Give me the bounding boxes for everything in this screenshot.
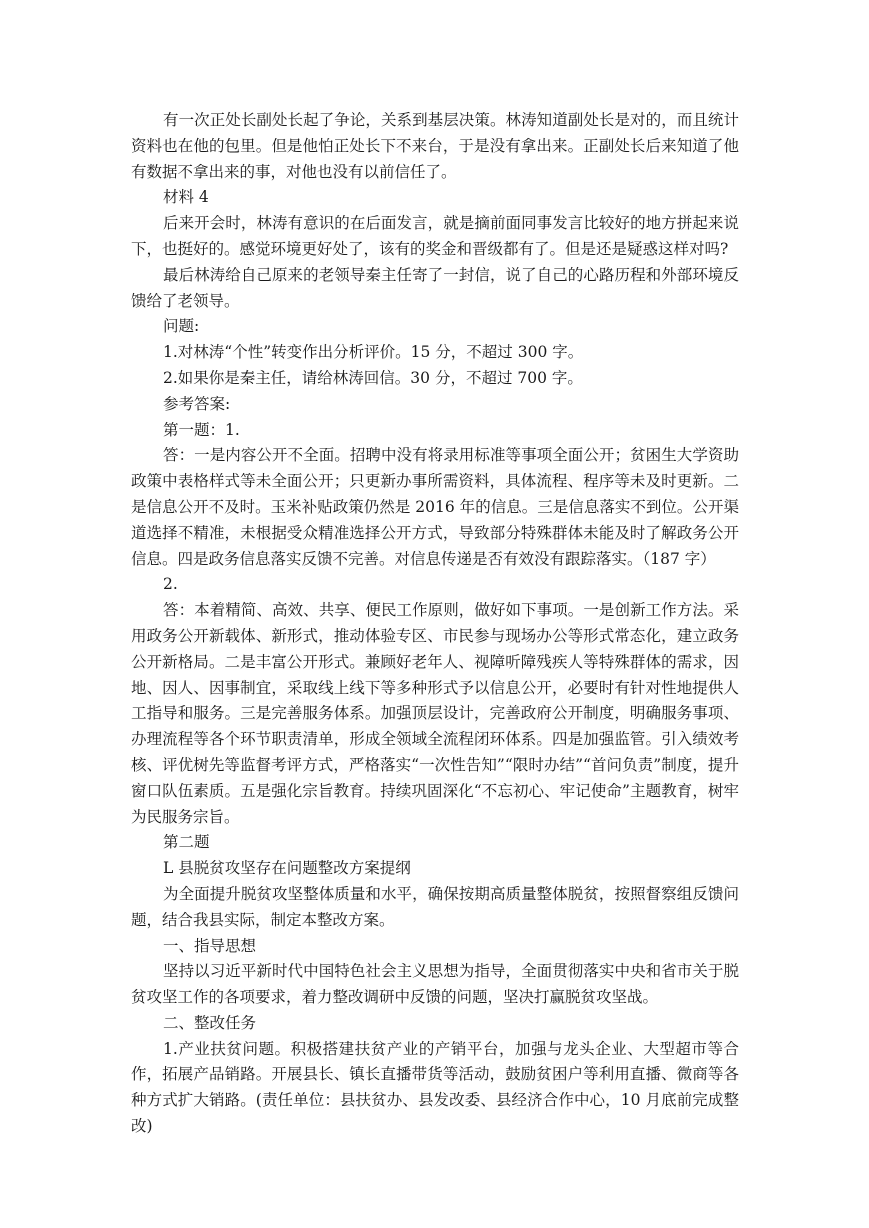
section-heading: 第二题 <box>163 833 210 852</box>
answer-paragraph: 答：一是内容公开不全面。招聘中没有将录用标准等事项全面公开；贫困生大学资助政策中表格样式等未全面公开；只更新办事所需资料，具体流程、程序等未及时更新。二是信息公开不及时。玉米补贴政策仍然是 2016 年的信息。三是信息落实不到位。公开渠道选择不精准，未根据受众精准选择公开方式，导致部分特殊群体未能及时了解政务公开信息。四是政务信息落实反馈不完善。对信息传递是否有效没有跟踪落实。（187 字） <box>131 446 739 568</box>
plan-title: L 县脱贫攻坚存在问题整改方案提纲 <box>163 859 411 878</box>
answer-label: 第一题：1. <box>163 420 240 439</box>
section-heading: 二、整改任务 <box>163 1013 257 1032</box>
paragraph: 为全面提升脱贫攻坚整体质量和水平，确保按期高质量整体脱贫，按照督察组反馈问题，结合我县实际，制定本整改方案。 <box>131 884 739 929</box>
answer-label: 2. <box>163 575 178 594</box>
material-heading: 材料 4 <box>163 188 209 207</box>
document-body <box>131 108 739 1140</box>
paragraph: 有一次正处长副处长起了争论，关系到基层决策。林涛知道副处长是对的，而且统计资料也在他的包里。但是他怕正处长下不来台，于是没有拿出来。正副处长后来知道了他有数据不拿出来的事，对他也没有以前信任了。 <box>131 111 739 181</box>
section-heading: 一、指导思想 <box>163 936 257 955</box>
paragraph: 1.产业扶贫问题。积极搭建扶贫产业的产销平台，加强与龙头企业、大型超市等合作，拓展产品销路。开展县长、镇长直播带货等活动，鼓励贫困户等利用直播、微商等各种方式扩大销路。(责任单位：县扶贫办、县发改委、县经济合作中心，10 月底前完成整改) <box>131 1039 739 1136</box>
question-item: 1.对林涛“个性”转变作出分析评价。15 分，不超过 300 字。 <box>163 343 584 362</box>
questions-heading: 问题: <box>163 317 200 336</box>
paragraph: 后来开会时，林涛有意识的在后面发言，就是摘前面同事发言比较好的地方拼起来说下，也挺好的。感觉环境更好处了，该有的奖金和晋级都有了。但是还是疑惑这样对吗? <box>131 214 739 258</box>
answers-heading: 参考答案: <box>163 394 231 413</box>
paragraph: 最后林涛给自己原来的老领导秦主任寄了一封信，说了自己的心路历程和外部环境反馈给了老领导。 <box>131 265 739 310</box>
question-item: 2.如果你是秦主任，请给林涛回信。30 分，不超过 700 字。 <box>163 368 583 387</box>
answer-paragraph: 答：本着精简、高效、共享、便民工作原则，做好如下事项。一是创新工作方法。采用政务公开新载体、新形式，推动体验专区、市民参与现场办公等形式常态化，建立政务公开新格局。二是丰富公开形式。兼顾好老年人、视障听障残疾人等特殊群体的需求，因地、因人、因事制宜，采取线上线下等多种形式予以信息公开，必要时有针对性地提供人工指导和服务。三是完善服务体系。加强顶层设计，完善政府公开制度，明确服务事项、办理流程等各个环节职责清单，形成全领域全流程闭环体系。四是加强监管。引入绩效考核、评优树先等监督考评方式，严格落实“一次性告知”“限时办结”“首问负责”制度，提升窗口队伍素质。五是强化宗旨教育。持续巩固深化“不忘初心、牢记使命”主题教育，树牢为民服务宗旨。 <box>131 601 739 826</box>
paragraph: 坚持以习近平新时代中国特色社会主义思想为指导，全面贯彻落实中央和省市关于脱贫攻坚工作的各项要求，着力整改调研中反馈的问题，坚决打赢脱贫攻坚战。 <box>131 962 739 1007</box>
